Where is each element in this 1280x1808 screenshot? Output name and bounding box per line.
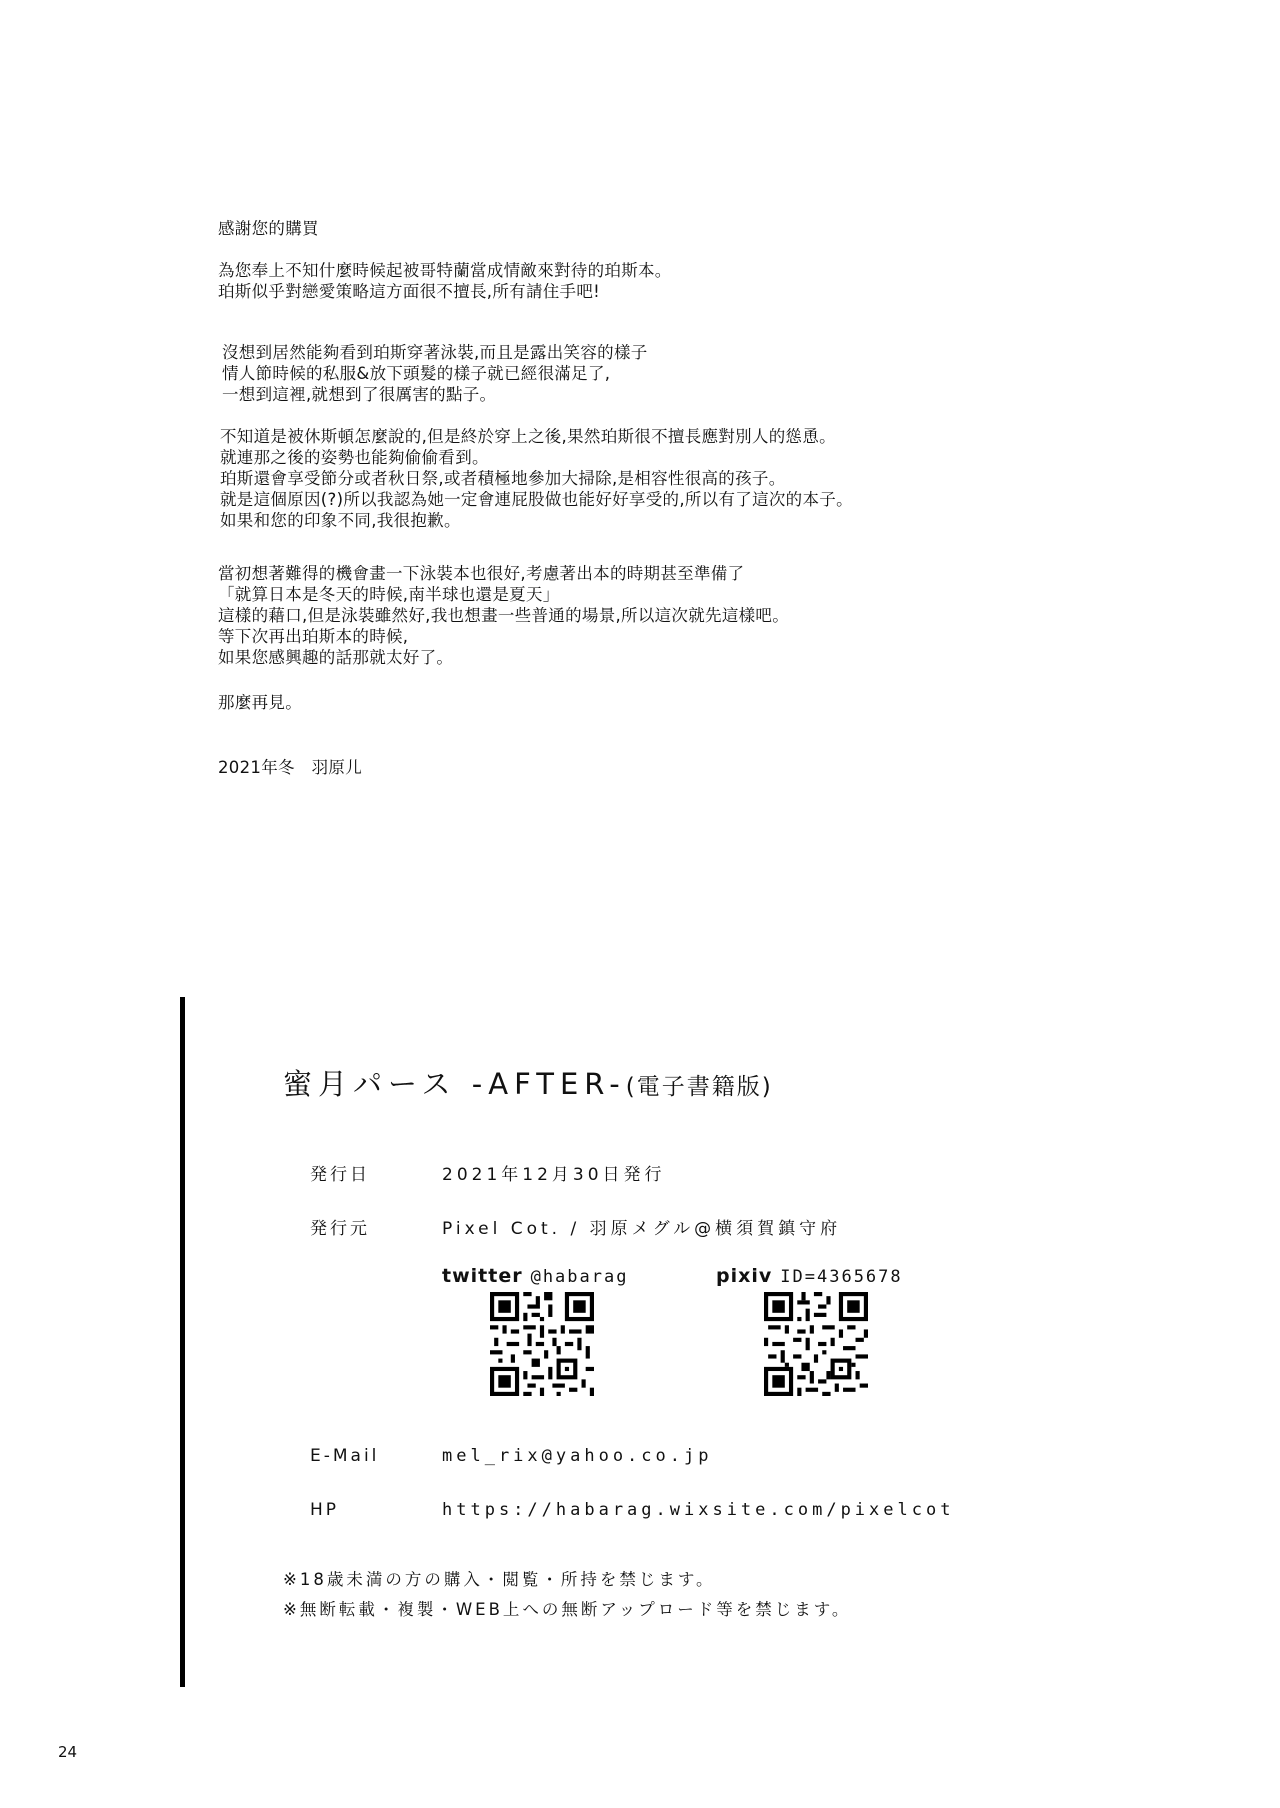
colophon-rule: [180, 997, 185, 1687]
twitter-label-text: twitter: [442, 1265, 523, 1287]
publish-date-label: 発行日: [310, 1165, 370, 1185]
afterword-signature: 2021年冬 羽原儿: [218, 758, 362, 777]
hp-url[interactable]: https://habarag.wixsite.com/pixelcot: [442, 1500, 955, 1520]
pixiv-label: [716, 1265, 903, 1287]
book-edition: (電子書籍版): [625, 1074, 773, 1100]
afterword: [218, 218, 1118, 778]
publisher-value: Pixel Cot. / 羽原メグル@横須賀鎮守府: [442, 1219, 842, 1239]
afterword-line: 就連那之後的姿勢也能夠偷偷看到。: [220, 448, 489, 467]
afterword-closing: 那麼再見。: [218, 693, 302, 712]
afterword-greeting: 感謝您的購買: [218, 219, 319, 238]
pixiv-handle: ID=4365678: [780, 1267, 903, 1287]
publish-date-value: 2021年12月30日発行: [442, 1165, 666, 1185]
age-restriction-notice: ※18歳未満の方の購入・閲覧・所持を禁じます。: [283, 1570, 716, 1589]
afterword-line: 情人節時候的私服&放下頭髮的樣子就已經很滿足了,: [222, 364, 611, 383]
afterword-line: 如果和您的印象不同,我很抱歉。: [220, 511, 461, 530]
hp-label: HP: [310, 1500, 340, 1520]
afterword-line: 珀斯還會享受節分或者秋日祭,或者積極地參加大掃除,是相容性很高的孩子。: [220, 469, 786, 488]
book-title-text: 蜜月パース -AFTER-: [283, 1067, 626, 1101]
afterword-line: 為您奉上不知什麼時候起被哥特蘭當成情敵來對待的珀斯本。: [218, 261, 672, 280]
afterword-line: 這樣的藉口,但是泳裝雖然好,我也想畫一些普通的場景,所以這次就先這樣吧。: [218, 606, 790, 625]
afterword-line: 珀斯似乎對戀愛策略這方面很不擅長,所有請住手吧!: [218, 282, 601, 301]
publisher-label: 発行元: [310, 1219, 370, 1239]
afterword-line: 不知道是被休斯頓怎麼說的,但是終於穿上之後,果然珀斯很不擅長應對別人的慫恿。: [220, 427, 836, 446]
book-title: [283, 1062, 773, 1103]
pixiv-qr-code: [764, 1292, 868, 1396]
afterword-line: 「就算日本是冬天的時候,南半球也還是夏天」: [218, 585, 560, 604]
twitter-handle: @habarag: [530, 1267, 629, 1287]
email-value[interactable]: mel_rix@yahoo.co.jp: [442, 1446, 713, 1466]
afterword-line: 一想到這裡,就想到了很厲害的點子。: [222, 385, 497, 404]
copyright-notice: ※無断転載・複製・WEB上への無断アップロード等を禁じます。: [283, 1600, 852, 1619]
afterword-line: 就是這個原因(?)所以我認為她一定會連屁股做也能好好享受的,所以有了這次的本子。: [220, 490, 853, 509]
twitter-qr-code: [490, 1292, 594, 1396]
pixiv-label-text: pixiv: [716, 1265, 773, 1287]
afterword-line: 等下次再出珀斯本的時候,: [218, 627, 409, 646]
afterword-line: 沒想到居然能夠看到珀斯穿著泳裝,而且是露出笑容的樣子: [222, 343, 648, 362]
afterword-line: 當初想著難得的機會畫一下泳裝本也很好,考慮著出本的時期甚至準備了: [218, 564, 745, 583]
email-label: E-Mail: [310, 1446, 380, 1466]
twitter-label: [442, 1265, 628, 1287]
page-number: 24: [58, 1743, 78, 1761]
afterword-line: 如果您感興趣的話那就太好了。: [218, 648, 454, 667]
